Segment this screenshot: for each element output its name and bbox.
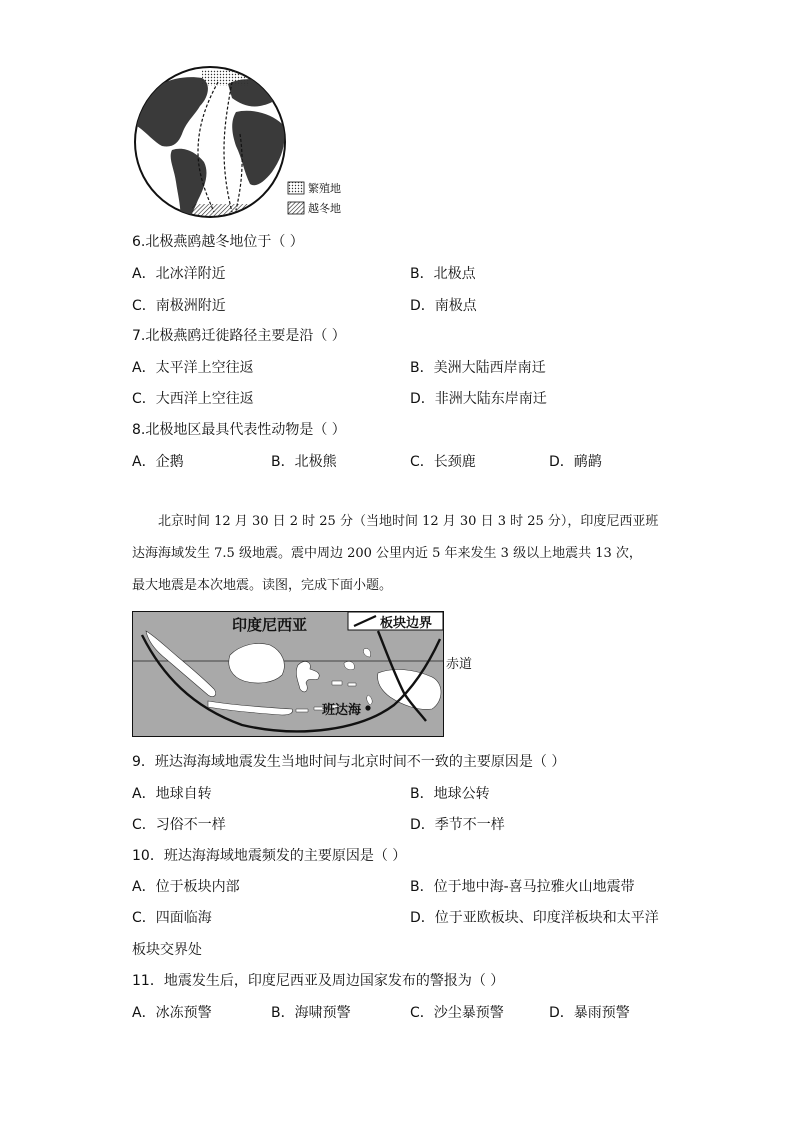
legend-wintering-label: 越冬地 xyxy=(308,202,341,215)
question-number: 9． xyxy=(132,754,155,770)
question-10-option-d-continuation: 板块交界处 xyxy=(132,942,202,958)
question-6-option-c[interactable]: C．南极洲附近 xyxy=(132,298,226,314)
question-6-stem xyxy=(132,232,304,252)
question-10-stem xyxy=(132,846,406,866)
question-10-option-b[interactable]: B．位于地中海-喜马拉雅火山地震带 xyxy=(410,879,635,895)
passage-line-1: 北京时间 12 月 30 日 2 时 25 分（当地时间 12 月 30 日 3 时 25 分），印度尼西亚班 xyxy=(158,514,659,529)
question-text: 班达海海域地震频发的主要原因是（ ） xyxy=(163,848,407,864)
passage-line-2: 达海海域发生 7.5 级地震。震中周边 200 公里内近 5 年来发生 3 级以上地震共 13 次， xyxy=(132,546,642,561)
question-7-option-d[interactable]: D．非洲大陆东岸南迁 xyxy=(410,391,547,407)
question-6-option-d[interactable]: D．南极点 xyxy=(410,298,477,314)
question-7-stem xyxy=(132,326,346,346)
question-text: 班达海海域地震发生当地时间与北京时间不一致的主要原因是（ ） xyxy=(154,754,566,770)
migration-globe-figure xyxy=(132,64,352,224)
question-10-option-c[interactable]: C．四面临海 xyxy=(132,910,212,926)
question-11-option-b[interactable]: B．海啸预警 xyxy=(271,1005,351,1021)
question-text: 地震发生后，印度尼西亚及周边国家发布的警报为（ ） xyxy=(163,973,505,989)
question-10-option-a[interactable]: A．位于板块内部 xyxy=(132,879,240,895)
question-9-stem xyxy=(132,752,565,772)
question-7-option-b[interactable]: B．美洲大陆西岸南迁 xyxy=(410,360,546,376)
question-7-option-c[interactable]: C．大西洋上空往返 xyxy=(132,391,254,407)
map-title: 印度尼西亚 xyxy=(232,616,308,634)
question-8-option-c[interactable]: C．长颈鹿 xyxy=(410,454,476,470)
legend-breeding-label: 繁殖地 xyxy=(308,182,341,195)
banda-sea-label: 班达海 xyxy=(322,703,362,718)
question-9-option-c[interactable]: C．习俗不一样 xyxy=(132,817,226,833)
question-11-option-c[interactable]: C．沙尘暴预警 xyxy=(410,1005,504,1021)
question-number: 7. xyxy=(132,328,146,344)
question-6-option-a[interactable]: A．北冰洋附近 xyxy=(132,266,226,282)
question-8-option-d[interactable]: D．鸸鹋 xyxy=(549,454,602,470)
question-9-option-b[interactable]: B．地球公转 xyxy=(410,786,490,802)
question-9-option-d[interactable]: D．季节不一样 xyxy=(410,817,505,833)
question-text: 北极地区最具代表性动物是（ ） xyxy=(145,422,346,438)
question-number: 8. xyxy=(132,422,146,438)
question-text: 北极燕鸥迁徙路径主要是沿（ ） xyxy=(145,328,346,344)
question-11-option-a[interactable]: A．冰冻预警 xyxy=(132,1005,212,1021)
question-7-option-a[interactable]: A．太平洋上空往返 xyxy=(132,360,254,376)
question-11-option-d[interactable]: D．暴雨预警 xyxy=(549,1005,630,1021)
question-text: 北极燕鸥越冬地位于（ ） xyxy=(145,234,304,250)
question-8-option-a[interactable]: A．企鹅 xyxy=(132,454,184,470)
question-8-stem xyxy=(132,420,346,440)
passage-line-3: 最大地震是本次地震。读图，完成下面小题。 xyxy=(132,578,393,593)
question-number: 6. xyxy=(132,234,146,250)
question-number: 10． xyxy=(132,848,164,864)
question-10-option-d[interactable]: D．位于亚欧板块、印度洋板块和太平洋 xyxy=(410,910,659,926)
question-number: 11． xyxy=(132,973,164,989)
question-9-option-a[interactable]: A．地球自转 xyxy=(132,786,212,802)
question-11-stem xyxy=(132,971,504,991)
map-legend-plate-boundary: 板块边界 xyxy=(380,616,433,631)
equator-label: 赤道 xyxy=(446,657,473,672)
question-6-option-b[interactable]: B．北极点 xyxy=(410,266,476,282)
question-8-option-b[interactable]: B．北极熊 xyxy=(271,454,337,470)
